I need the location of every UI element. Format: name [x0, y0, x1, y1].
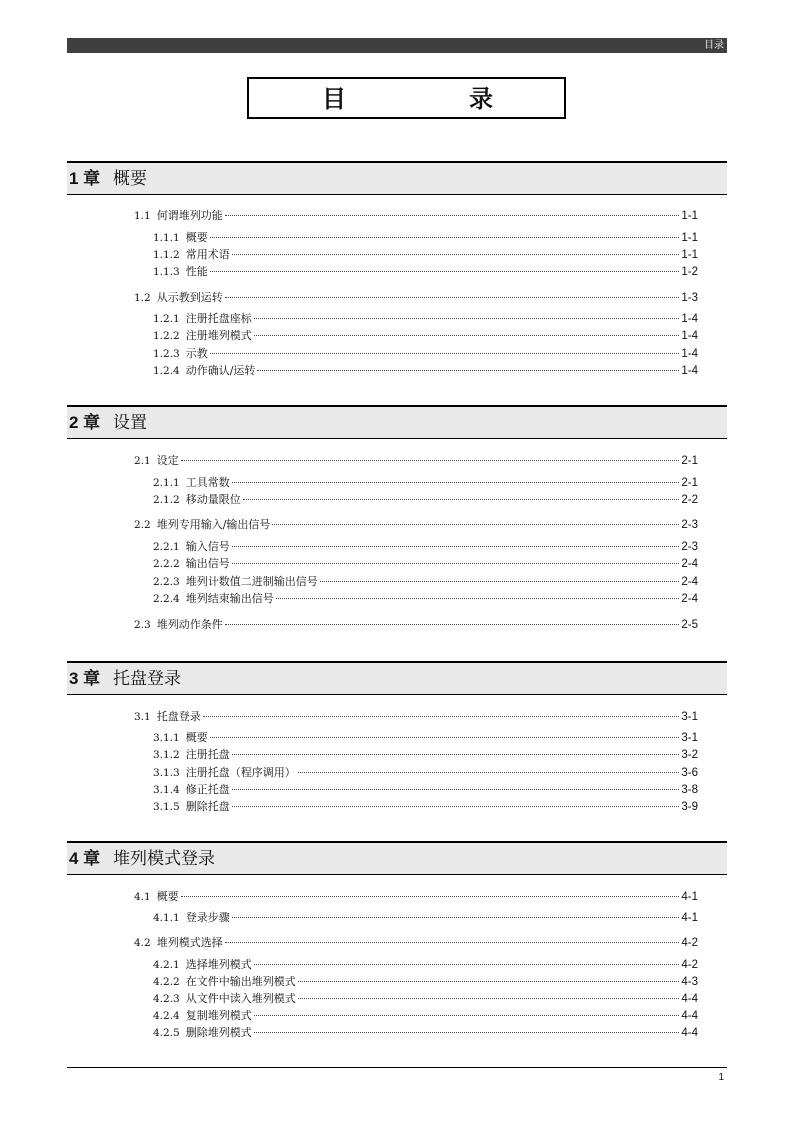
toc-entry-title: 从示教到运转 — [156, 291, 223, 304]
toc-entry-page: 2-3 — [681, 519, 698, 531]
toc-entry-page: 1-1 — [681, 232, 698, 244]
toc-entry-page: 1-2 — [681, 266, 698, 278]
dot-leader — [320, 581, 680, 582]
toc-entry-title: 在文件中输出堆列模式 — [185, 975, 296, 988]
dot-leader — [254, 1015, 680, 1016]
toc-entry-page: 4-2 — [681, 937, 698, 949]
dot-leader — [210, 237, 680, 238]
chapter-title: 托盘登录 — [113, 669, 181, 689]
toc-entry-page: 1-1 — [681, 249, 698, 261]
chapter-number: 4 章 — [69, 849, 101, 868]
toc-entries — [67, 439, 727, 659]
dot-leader — [225, 942, 680, 943]
toc-entry-4-1-1[interactable] — [153, 910, 698, 926]
toc-entry-title: 堆列动作条件 — [156, 618, 223, 631]
toc-entry-page: 2-4 — [681, 593, 698, 605]
toc-title-char-1: 目 — [322, 84, 346, 113]
toc-entry-page: 2-3 — [681, 541, 698, 553]
toc-entry-1-2-2[interactable] — [153, 328, 698, 344]
toc-entry-title: 堆列模式选择 — [156, 936, 223, 949]
toc-entry-page: 2-1 — [681, 477, 698, 489]
toc-entry-title: 选择堆列模式 — [185, 958, 252, 971]
toc-entry-title: 堆列结束输出信号 — [185, 592, 274, 605]
toc-entry-2-2[interactable] — [134, 517, 698, 533]
toc-entry-2-2-4[interactable] — [153, 591, 698, 607]
toc-entry-number: 2.3 — [134, 619, 151, 631]
dot-leader — [254, 1032, 680, 1033]
toc-entry-number: 4.1.1 — [153, 912, 180, 924]
chapter-4 — [67, 841, 727, 1075]
toc-entry-number: 1.2.1 — [153, 313, 180, 325]
toc-entry-page: 4-2 — [681, 959, 698, 971]
toc-entry-1-2-1[interactable] — [153, 311, 698, 327]
dot-leader — [232, 789, 680, 790]
dot-leader — [232, 563, 680, 564]
dot-leader — [181, 896, 680, 897]
toc-entry-number: 1.2.4 — [153, 365, 180, 377]
toc-entry-page: 4-4 — [681, 993, 698, 1005]
toc-entry-number: 2.2 — [134, 519, 151, 531]
toc-entry-3-1[interactable] — [134, 709, 698, 725]
toc-entry-4-2-5[interactable] — [153, 1025, 698, 1041]
toc-entry-title: 托盘登录 — [156, 710, 201, 723]
toc-entry-title: 从文件中读入堆列模式 — [185, 992, 296, 1005]
toc-entry-number: 4.2.4 — [153, 1010, 180, 1022]
dot-leader — [232, 806, 680, 807]
toc-entry-3-1-1[interactable] — [153, 730, 698, 746]
dot-leader — [298, 981, 680, 982]
toc-entry-4-2-3[interactable] — [153, 991, 698, 1007]
toc-entry-number: 3.1 — [134, 711, 151, 723]
toc-entry-title: 堆列计数值二进制输出信号 — [185, 575, 318, 588]
toc-title-char-2: 录 — [469, 84, 493, 113]
dot-leader — [276, 598, 680, 599]
dot-leader — [257, 370, 679, 371]
chapter-3 — [67, 661, 727, 835]
chapter-heading — [67, 841, 727, 875]
toc-entry-title: 删除堆列模式 — [185, 1026, 252, 1039]
toc-entry-number: 1.2.2 — [153, 330, 180, 342]
chapter-title: 设置 — [113, 413, 147, 433]
toc-entry-number: 2.2.1 — [153, 541, 180, 553]
toc-entry-2-2-3[interactable] — [153, 574, 698, 590]
toc-entry-page: 3-6 — [681, 767, 698, 779]
toc-entry-number: 4.2.3 — [153, 993, 180, 1005]
dot-leader — [210, 353, 680, 354]
toc-entry-number: 1.1.3 — [153, 266, 180, 278]
toc-entry-page: 3-2 — [681, 749, 698, 761]
toc-entries — [67, 195, 727, 395]
toc-entry-1-2-4[interactable] — [153, 363, 698, 379]
toc-entry-page: 4-4 — [681, 1010, 698, 1022]
toc-entry-number: 4.2 — [134, 937, 151, 949]
toc-entry-title: 常用术语 — [185, 248, 230, 261]
toc-entry-page: 4-4 — [681, 1027, 698, 1039]
toc-entry-number: 3.1.3 — [153, 767, 180, 779]
toc-entry-4-2-1[interactable] — [153, 957, 698, 973]
toc-entry-title: 注册堆列模式 — [185, 329, 252, 342]
toc-entry-number: 1.1.1 — [153, 232, 180, 244]
toc-entry-page: 2-1 — [681, 455, 698, 467]
toc-entry-page: 3-8 — [681, 784, 698, 796]
toc-entry-3-1-5[interactable] — [153, 799, 698, 815]
toc-entry-title: 示教 — [185, 347, 208, 360]
toc-entry-1-2-3[interactable] — [153, 346, 698, 362]
toc-entry-title: 注册托盘（程序调用） — [185, 766, 296, 779]
toc-entry-3-1-2[interactable] — [153, 747, 698, 763]
toc-entry-page: 1-4 — [681, 330, 698, 342]
chapter-heading — [67, 161, 727, 195]
dot-leader — [232, 754, 680, 755]
dot-leader — [210, 737, 680, 738]
toc-title-box — [247, 77, 566, 119]
toc-entry-number: 3.1.4 — [153, 784, 180, 796]
toc-entry-number: 2.1.1 — [153, 477, 180, 489]
toc-entry-title: 输入信号 — [185, 540, 230, 553]
toc-entry-title: 输出信号 — [185, 557, 230, 570]
toc-entry-number: 1.1.2 — [153, 249, 180, 261]
toc-entries — [67, 695, 727, 835]
toc-entry-number: 1.1 — [134, 210, 151, 222]
toc-entry-page: 2-4 — [681, 558, 698, 570]
dot-leader — [232, 254, 680, 255]
dot-leader — [243, 499, 680, 500]
toc-entry-1-1-3[interactable] — [153, 264, 698, 280]
toc-entry-2-1-1[interactable] — [153, 475, 698, 491]
toc-entry-title: 修正托盘 — [185, 783, 230, 796]
toc-entry-number: 4.2.5 — [153, 1027, 180, 1039]
toc-entry-2-2-2[interactable] — [153, 556, 698, 572]
toc-entry-page: 1-4 — [681, 348, 698, 360]
toc-entry-2-1[interactable] — [134, 453, 698, 469]
toc-entry-number: 3.1.5 — [153, 801, 180, 813]
toc-entry-title: 注册托盘座标 — [185, 312, 252, 325]
toc-entry-4-2-2[interactable] — [153, 974, 698, 990]
toc-entry-3-1-3[interactable] — [153, 765, 698, 781]
chapter-2 — [67, 405, 727, 659]
header-bar — [67, 38, 727, 53]
toc-entry-page: 1-3 — [681, 292, 698, 304]
toc-entry-page: 2-4 — [681, 576, 698, 588]
toc-entry-page: 3-1 — [681, 732, 698, 744]
dot-leader — [254, 318, 680, 319]
toc-entry-number: 3.1.2 — [153, 749, 180, 761]
toc-entry-number: 3.1.1 — [153, 732, 180, 744]
toc-entry-title: 性能 — [185, 265, 208, 278]
toc-entry-title: 设定 — [156, 454, 179, 467]
toc-entry-number: 2.2.3 — [153, 576, 180, 588]
dot-leader — [232, 917, 680, 918]
toc-entry-title: 概要 — [156, 890, 179, 903]
chapter-heading — [67, 661, 727, 695]
dot-leader — [225, 624, 680, 625]
toc-entry-number: 4.1 — [134, 891, 151, 903]
toc-entry-number: 4.2.1 — [153, 959, 180, 971]
toc-entry-title: 注册托盘 — [185, 748, 230, 761]
dot-leader — [225, 215, 680, 216]
toc-entry-title: 登录步骤 — [185, 911, 230, 924]
chapter-title: 堆列模式登录 — [113, 849, 215, 869]
toc-entry-number: 2.2.2 — [153, 558, 180, 570]
chapter-title: 概要 — [113, 169, 147, 189]
chapter-heading — [67, 405, 727, 439]
dot-leader — [298, 772, 680, 773]
dot-leader — [232, 546, 680, 547]
toc-entry-page: 1-1 — [681, 210, 698, 222]
toc-entry-number: 2.1.2 — [153, 494, 180, 506]
toc-entry-number: 1.2.3 — [153, 348, 180, 360]
toc-entry-page: 3-1 — [681, 711, 698, 723]
dot-leader — [203, 716, 680, 717]
toc-entry-page: 4-3 — [681, 976, 698, 988]
chapter-number: 2 章 — [69, 413, 101, 432]
toc-entry-page: 1-4 — [681, 313, 698, 325]
toc-entry-page: 2-2 — [681, 494, 698, 506]
page-number: 1 — [718, 1072, 724, 1083]
toc-entry-title: 堆列专用输入/输出信号 — [156, 518, 271, 531]
toc-entry-title: 概要 — [185, 731, 208, 744]
chapter-number: 3 章 — [69, 669, 101, 688]
dot-leader — [210, 271, 680, 272]
toc-entry-title: 复制堆列模式 — [185, 1009, 252, 1022]
toc-entry-page: 4-1 — [681, 891, 698, 903]
toc-entry-page: 3-9 — [681, 801, 698, 813]
dot-leader — [272, 524, 679, 525]
toc-entry-4-2-4[interactable] — [153, 1008, 698, 1024]
toc-entry-number: 1.2 — [134, 292, 151, 304]
toc-entry-title: 何谓堆列功能 — [156, 209, 223, 222]
toc-entry-page: 2-5 — [681, 619, 698, 631]
dot-leader — [232, 482, 680, 483]
toc-entry-4-2[interactable] — [134, 935, 698, 951]
toc-entry-title: 动作确认/运转 — [185, 364, 256, 377]
toc-entry-title: 移动量限位 — [185, 493, 241, 506]
toc-entry-4-1[interactable] — [134, 889, 698, 905]
toc-entries — [67, 875, 727, 1075]
dot-leader — [254, 964, 680, 965]
toc-entry-1-2[interactable] — [134, 290, 698, 306]
toc-entry-1-1[interactable] — [134, 208, 698, 224]
toc-entry-title: 删除托盘 — [185, 800, 230, 813]
toc-entry-title: 工具常数 — [185, 476, 230, 489]
toc-entry-2-1-2[interactable] — [153, 492, 698, 508]
header-label: 目录 — [704, 40, 724, 51]
toc-entry-title: 概要 — [185, 231, 208, 244]
toc-entry-2-2-1[interactable] — [153, 539, 698, 555]
toc-entry-1-1-1[interactable] — [153, 230, 698, 246]
dot-leader — [181, 460, 680, 461]
toc-entry-1-1-2[interactable] — [153, 247, 698, 263]
dot-leader — [298, 998, 680, 999]
chapter-1 — [67, 161, 727, 395]
toc-entry-2-3[interactable] — [134, 617, 698, 633]
chapter-number: 1 章 — [69, 169, 101, 188]
toc-entry-number: 2.2.4 — [153, 593, 180, 605]
toc-entry-number: 2.1 — [134, 455, 151, 467]
dot-leader — [225, 297, 680, 298]
dot-leader — [254, 335, 680, 336]
toc-entry-page: 1-4 — [681, 365, 698, 377]
toc-entry-page: 4-1 — [681, 912, 698, 924]
toc-entry-number: 4.2.2 — [153, 976, 180, 988]
footer-rule — [67, 1067, 727, 1068]
toc-entry-3-1-4[interactable] — [153, 782, 698, 798]
